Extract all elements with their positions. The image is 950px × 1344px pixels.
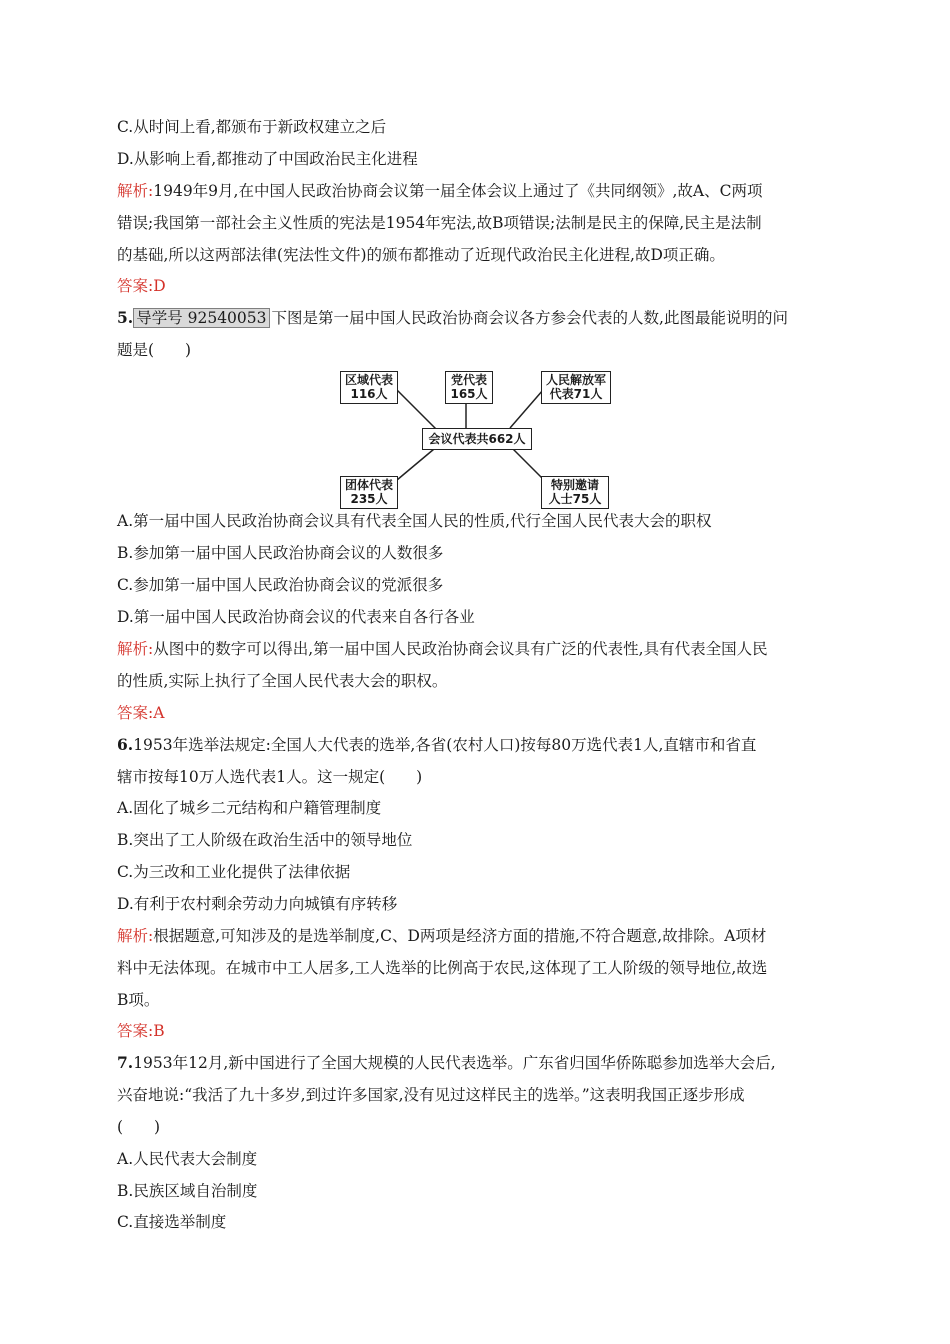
box-pla-delegates xyxy=(541,371,611,404)
q5-analysis-line: 的性质,实际上执行了全国人民代表大会的职权。 xyxy=(117,672,448,690)
guide-number-tag[interactable]: 导学号 92540053 xyxy=(133,308,269,328)
q6-option-a: A.固化了城乡二元结构和户籍管理制度 xyxy=(117,799,382,817)
q6-analysis xyxy=(117,925,766,947)
box-count: 235人 xyxy=(350,492,388,506)
q6-analysis-line: 料中无法体现。在城市中工人居多,工人选举的比例高于农民,这体现了工人阶级的领导地位,故选 xyxy=(117,959,768,977)
analysis-label: 解析: xyxy=(117,640,154,658)
q5-option-a: A.第一届中国人民政治协商会议具有代表全国人民的性质,代行全国人民代表大会的职权 xyxy=(117,512,712,530)
delegates-diagram xyxy=(330,366,620,514)
q7-stem-line: 兴奋地说:“我活了九十多岁,到过许多国家,没有见过这样民主的选举。”这表明我国正逐步形成 xyxy=(117,1086,745,1104)
q5-stem-text: 下图是第一届中国人民政治协商会议各方参会代表的人数,此图最能说明的问 xyxy=(271,309,788,327)
box-label: 人民解放军 xyxy=(545,373,606,387)
q6-stem-text: 1953年选举法规定:全国人大代表的选举,各省(农村人口)按每80万选代表1人,直辖市和省直 xyxy=(133,736,757,754)
q4-answer: 答案:D xyxy=(117,277,166,295)
analysis-text: 从图中的数字可以得出,第一届中国人民政治协商会议具有广泛的代表性,具有代表全国人民 xyxy=(153,640,768,658)
analysis-label: 解析: xyxy=(117,182,154,200)
q5-option-d: D.第一届中国人民政治协商会议的代表来自各行各业 xyxy=(117,608,475,626)
box-label: 党代表 xyxy=(450,373,487,387)
q5-stem xyxy=(117,307,788,329)
box-regional-delegates xyxy=(340,371,398,404)
q6-option-c: C.为三改和工业化提供了法律依据 xyxy=(117,863,351,881)
q6-analysis-line: B项。 xyxy=(117,991,160,1009)
q6-stem xyxy=(117,734,756,756)
q4-option-d: D.从影响上看,都推动了中国政治民主化进程 xyxy=(117,150,418,168)
box-label: 区域代表 xyxy=(344,373,393,387)
q4-analysis xyxy=(117,180,762,202)
q5-answer: 答案:A xyxy=(117,704,165,722)
box-count: 人士75人 xyxy=(548,492,602,506)
question-number: 6. xyxy=(117,735,134,754)
q7-stem-text: 1953年12月,新中国进行了全国大规模的人民代表选举。广东省归国华侨陈聪参加选举大会后, xyxy=(133,1054,776,1072)
box-label: 团体代表 xyxy=(344,478,393,492)
box-group-delegates xyxy=(340,476,398,509)
box-party-delegates xyxy=(445,371,493,404)
q5-stem-line: 题是( ) xyxy=(117,341,192,359)
analysis-text: 1949年9月,在中国人民政治协商会议第一届全体会议上通过了《共同纲领》,故A、C两项 xyxy=(153,182,763,200)
q7-stem xyxy=(117,1052,776,1074)
q6-stem-line: 辖市按每10万人选代表1人。这一规定( ) xyxy=(117,768,423,786)
q6-option-d: D.有利于农村剩余劳动力向城镇有序转移 xyxy=(117,895,398,913)
q4-analysis-line: 的基础,所以这两部法律(宪法性文件)的颁布都推动了近现代政治民主化进程,故D项正确。 xyxy=(117,246,725,264)
q4-analysis-line: 错误;我国第一部社会主义性质的宪法是1954年宪法,故B项错误;法制是民主的保障,民主是法制 xyxy=(117,214,762,232)
question-number: 5. xyxy=(117,308,134,327)
q5-option-b: B.参加第一届中国人民政治协商会议的人数很多 xyxy=(117,544,444,562)
q5-analysis xyxy=(117,638,768,660)
box-label: 会议代表共662人 xyxy=(428,432,526,446)
q6-option-b: B.突出了工人阶级在政治生活中的领导地位 xyxy=(117,831,413,849)
box-invited-delegates xyxy=(541,476,609,509)
analysis-text: 根据题意,可知涉及的是选举制度,C、D两项是经济方面的措施,不符合题意,故排除。A项材 xyxy=(153,927,767,945)
box-total-delegates xyxy=(422,428,532,450)
q7-option-b: B.民族区域自治制度 xyxy=(117,1182,258,1200)
box-label: 特别邀请 xyxy=(550,478,599,492)
box-count: 116人 xyxy=(350,387,388,401)
q7-stem-line: ( ) xyxy=(117,1118,161,1136)
analysis-label: 解析: xyxy=(117,927,154,945)
q6-answer: 答案:B xyxy=(117,1022,165,1040)
q7-option-c: C.直接选举制度 xyxy=(117,1213,227,1231)
box-count: 代表71人 xyxy=(549,387,603,401)
q5-option-c: C.参加第一届中国人民政治协商会议的党派很多 xyxy=(117,576,444,594)
q7-option-a: A.人民代表大会制度 xyxy=(117,1150,258,1168)
box-count: 165人 xyxy=(450,387,488,401)
question-number: 7. xyxy=(117,1053,134,1072)
q4-option-c: C.从时间上看,都颁布于新政权建立之后 xyxy=(117,118,387,136)
